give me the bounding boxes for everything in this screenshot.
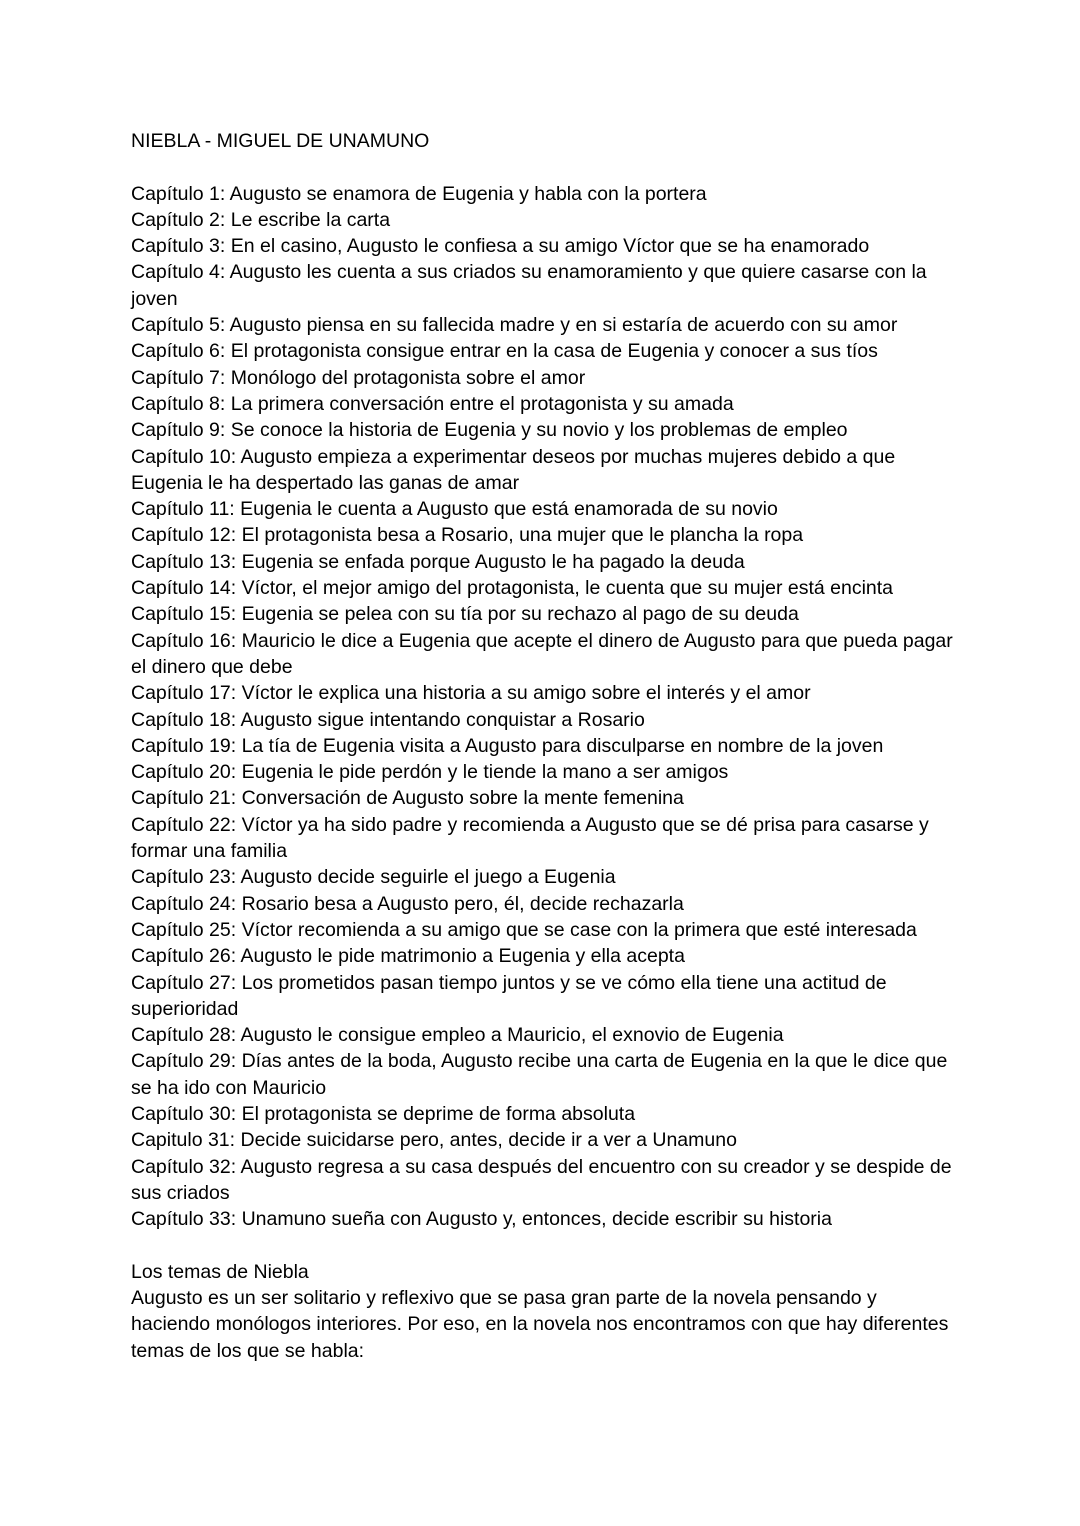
- chapter-item: Capítulo 24: Rosario besa a Augusto pero, él, decide rechazarla: [131, 892, 684, 915]
- chapter-list: [131, 181, 961, 1233]
- chapter-item: Capítulo 29: Días antes de la boda, Augusto recibe una carta de Eugenia en la que le dice que se ha ido con Mauricio: [131, 1050, 948, 1099]
- chapter-item: Capítulo 7: Monólogo del protagonista sobre el amor: [131, 366, 586, 389]
- chapter-item: Capítulo 3: En el casino, Augusto le confiesa a su amigo Víctor que se ha enamorado: [131, 235, 870, 258]
- chapter-item: Capítulo 22: Víctor ya ha sido padre y recomienda a Augusto que se dé prisa para casarse y formar una familia: [131, 813, 929, 863]
- chapter-item: Capítulo 28: Augusto le consigue empleo a Mauricio, el exnovio de Eugenia: [131, 1024, 784, 1047]
- chapter-item: Capítulo 33: Unamuno sueña con Augusto y, entonces, decide escribir su historia: [131, 1208, 832, 1231]
- chapter-item: Capítulo 27: Los prometidos pasan tiempo juntos y se ve cómo ella tiene una actitud de superioridad: [131, 971, 887, 1020]
- themes-paragraph: Augusto es un ser solitario y reflexivo que se pasa gran parte de la novela pensando y haciendo monólogos interiores. Por eso, en la novela nos encontramos con que hay diferentes temas de los que se habla:: [131, 1287, 949, 1362]
- chapter-item: Capítulo 32: Augusto regresa a su casa después del encuentro con su creador y se despide de sus criados: [131, 1155, 952, 1204]
- chapter-item: Capítulo 21: Conversación de Augusto sobre la mente femenina: [131, 787, 684, 810]
- chapter-item: Capítulo 6: El protagonista consigue entrar en la casa de Eugenia y conocer a sus tíos: [131, 340, 878, 363]
- chapter-item: Capítulo 15: Eugenia se pelea con su tía por su rechazo al pago de su deuda: [131, 603, 799, 626]
- document-title: NIEBLA - MIGUEL DE UNAMUNO: [131, 130, 430, 152]
- chapter-item: Capítulo 23: Augusto decide seguirle el juego a Eugenia: [131, 866, 616, 889]
- chapter-item: Capítulo 18: Augusto sigue intentando conquistar a Rosario: [131, 708, 645, 731]
- chapter-item: Capítulo 19: La tía de Eugenia visita a Augusto para disculparse en nombre de la joven: [131, 734, 884, 757]
- chapter-item: Capítulo 13: Eugenia se enfada porque Augusto le ha pagado la deuda: [131, 550, 745, 573]
- chapter-item: Capítulo 25: Víctor recomienda a su amigo que se case con la primera que esté interesada: [131, 918, 917, 941]
- chapter-item: Capítulo 17: Víctor le explica una historia a su amigo sobre el interés y el amor: [131, 682, 811, 705]
- chapter-item: Capítulo 10: Augusto empieza a experimentar deseos por muchas mujeres debido a que Eugenia le ha despertado las ganas de amar: [131, 445, 896, 494]
- chapter-item: Capítulo 9: Se conoce la historia de Eugenia y su novio y los problemas de empleo: [131, 419, 848, 442]
- chapter-item: Capítulo 1: Augusto se enamora de Eugenia y habla con la portera: [131, 182, 707, 205]
- chapter-item: Capítulo 4: Augusto les cuenta a sus criados su enamoramiento y que quiere casarse con la joven: [131, 261, 927, 310]
- chapter-item: Capítulo 14: Víctor, el mejor amigo del protagonista, le cuenta que su mujer está encinta: [131, 577, 894, 600]
- chapter-item: Capítulo 12: El protagonista besa a Rosario, una mujer que le plancha la ropa: [131, 524, 804, 547]
- chapter-item: Capítulo 30: El protagonista se deprime de forma absoluta: [131, 1102, 636, 1125]
- chapter-item: Capítulo 20: Eugenia le pide perdón y le tiende la mano a ser amigos: [131, 761, 729, 784]
- chapter-item: Capitulo 31: Decide suicidarse pero, antes, decide ir a ver a Unamuno: [131, 1129, 737, 1152]
- chapter-item: Capítulo 2: Le escribe la carta: [131, 208, 391, 231]
- chapter-item: Capítulo 11: Eugenia le cuenta a Augusto que está enamorada de su novio: [131, 498, 778, 521]
- chapter-item: Capítulo 5: Augusto piensa en su fallecida madre y en si estaría de acuerdo con su amor: [131, 314, 898, 337]
- themes-heading: Los temas de Niebla: [131, 1260, 309, 1283]
- document-page: [131, 128, 961, 1364]
- chapter-item: Capítulo 26: Augusto le pide matrimonio a Eugenia y ella acepta: [131, 945, 685, 968]
- chapter-item: Capítulo 16: Mauricio le dice a Eugenia que acepte el dinero de Augusto para que pueda pagar el dinero que debe: [131, 629, 953, 678]
- chapter-item: Capítulo 8: La primera conversación entre el protagonista y su amada: [131, 392, 734, 415]
